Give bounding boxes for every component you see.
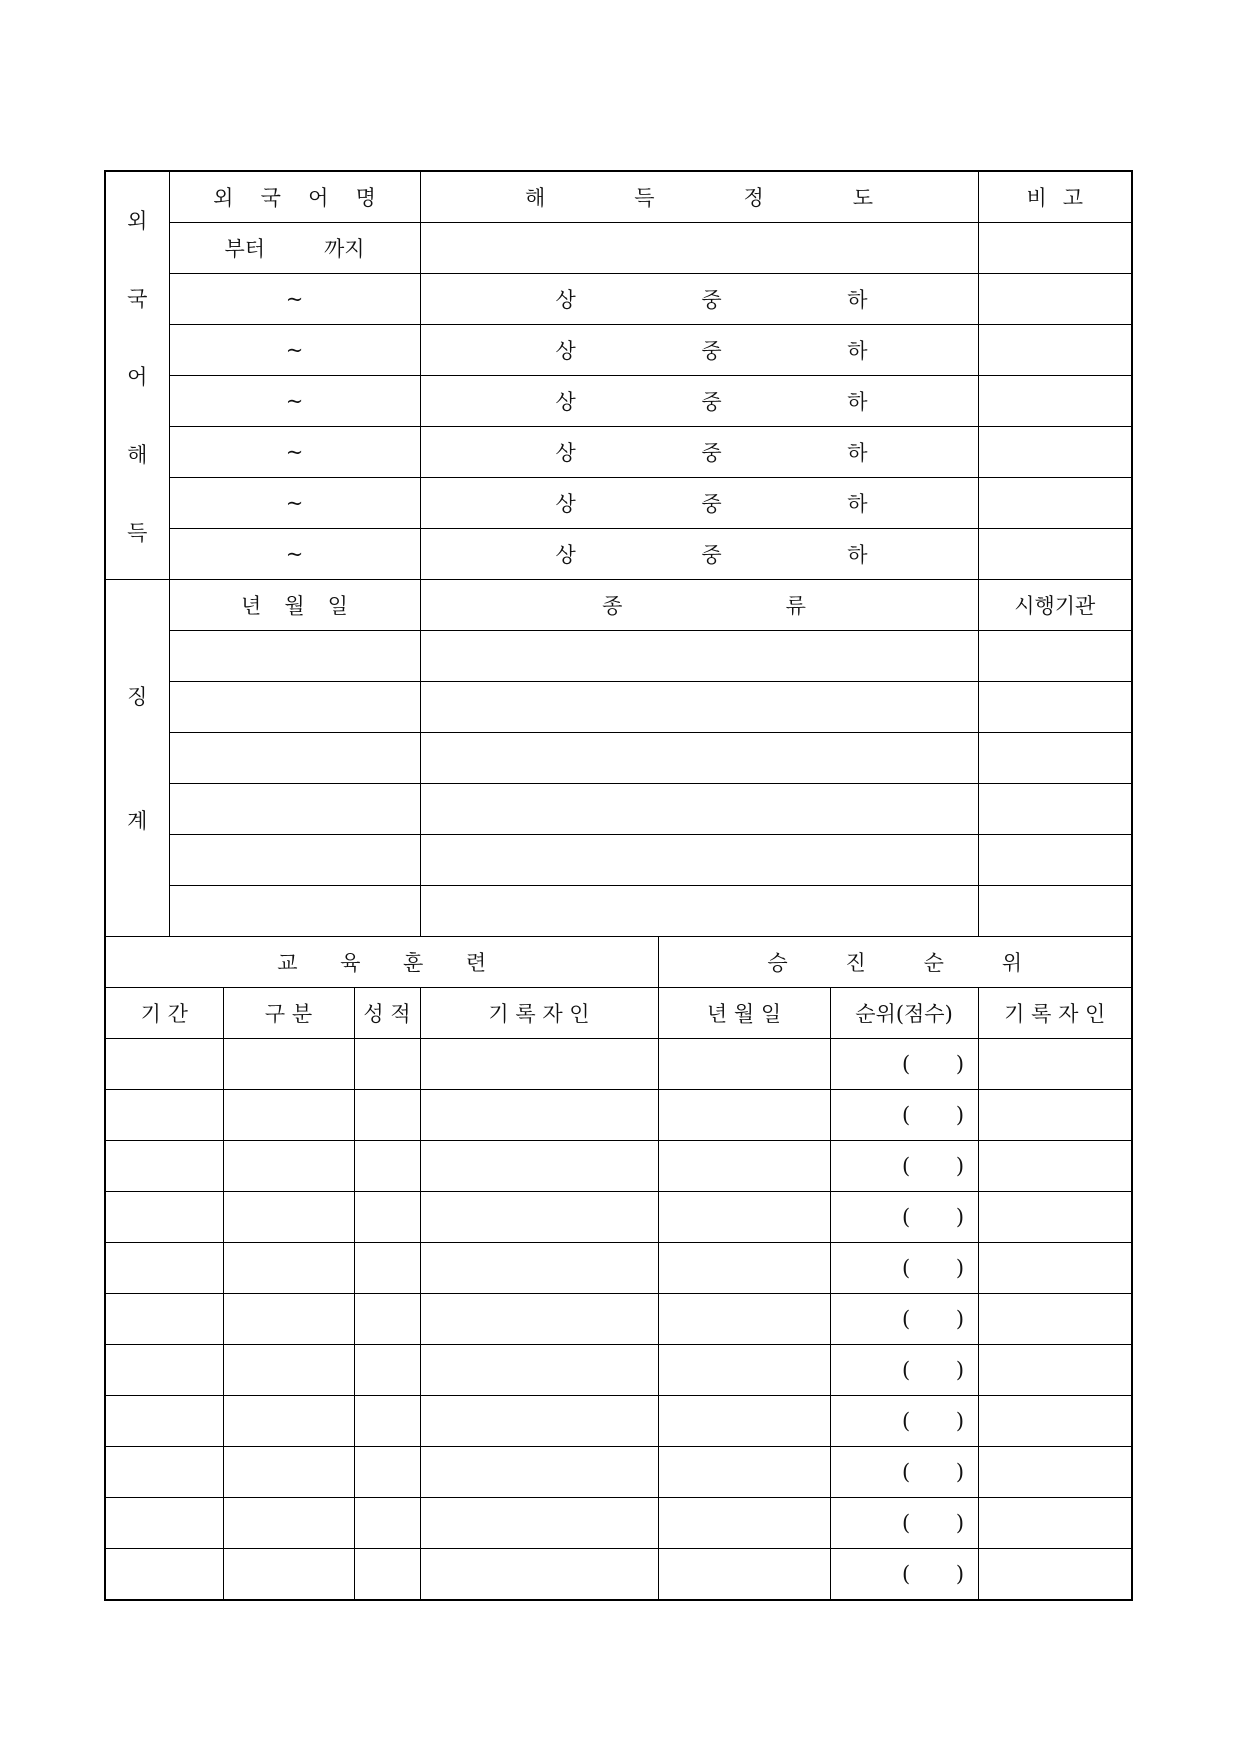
- close-paren: ): [955, 1154, 965, 1178]
- bottom-column-header-row: [105, 988, 1132, 1039]
- bottom-section-title-row: [105, 937, 1132, 988]
- open-paren: (: [902, 1460, 911, 1484]
- tilde-separator: ~: [285, 440, 304, 464]
- proficiency-level-header-char: 득: [634, 186, 655, 210]
- training-period-cell[interactable]: [105, 1039, 223, 1090]
- training-grade-cell[interactable]: [354, 1192, 420, 1243]
- training-grade-cell[interactable]: [354, 1345, 420, 1396]
- tilde-separator: ~: [285, 287, 304, 311]
- rank-parentheses: [902, 1256, 964, 1280]
- training-grade-cell[interactable]: [354, 1447, 420, 1498]
- open-paren: (: [902, 1511, 911, 1535]
- close-paren: ): [955, 1562, 965, 1586]
- discipline-row: [105, 835, 1132, 886]
- close-paren: ): [955, 1307, 965, 1331]
- promotion-rank-cell[interactable]: [830, 1090, 978, 1141]
- personnel-record-form: [104, 170, 1131, 1598]
- discipline-agency-cell[interactable]: [978, 733, 1132, 784]
- discipline-date-header-char: 월: [284, 594, 305, 618]
- proficiency-level-header-char: 해: [524, 186, 546, 210]
- promotion-date-cell[interactable]: [658, 1396, 830, 1447]
- language-period-cell[interactable]: [169, 325, 420, 376]
- education-training-title-char: 훈: [403, 951, 424, 975]
- training-recorder-seal-cell[interactable]: [420, 1192, 658, 1243]
- discipline-type-header-char: 종: [602, 594, 623, 618]
- training-period-cell[interactable]: [105, 1396, 223, 1447]
- training-period-cell[interactable]: [105, 1345, 223, 1396]
- promotion-date-cell[interactable]: [658, 1192, 830, 1243]
- discipline-type-cell[interactable]: [420, 733, 978, 784]
- promotion-recorder-seal-cell[interactable]: [978, 1396, 1132, 1447]
- training-grade-cell[interactable]: [354, 1141, 420, 1192]
- promotion-rank-title-char: 진: [845, 951, 866, 975]
- close-paren: ): [955, 1511, 965, 1535]
- training-category-cell[interactable]: [223, 1090, 354, 1141]
- language-period-cell[interactable]: [169, 376, 420, 427]
- level-option[interactable]: 중: [701, 390, 722, 414]
- discipline-date-header-char: 일: [327, 594, 348, 618]
- period-subheader: [169, 223, 420, 274]
- proficiency-level-cell[interactable]: [420, 427, 978, 478]
- open-paren: (: [902, 1154, 911, 1178]
- promotion-rank-cell[interactable]: [830, 1345, 978, 1396]
- training-recorder-seal-cell[interactable]: [420, 1243, 658, 1294]
- training-recorder-seal-cell[interactable]: [420, 1039, 658, 1090]
- note-cell[interactable]: [978, 478, 1132, 529]
- note-cell[interactable]: [978, 325, 1132, 376]
- section-label-char: 외: [127, 208, 148, 233]
- foreign-language-name-header-char: 명: [355, 186, 376, 210]
- open-paren: (: [902, 1409, 911, 1433]
- training-category-cell[interactable]: [223, 1345, 354, 1396]
- proficiency-level-cell[interactable]: [420, 325, 978, 376]
- promotion-date-cell[interactable]: [658, 1498, 830, 1549]
- proficiency-level-cell[interactable]: [420, 478, 978, 529]
- discipline-row: [105, 682, 1132, 733]
- rank-parentheses: [902, 1052, 964, 1076]
- foreign-language-name-header-char: 어: [308, 186, 329, 210]
- category-header: 구 분: [223, 988, 354, 1039]
- training-recorder-seal-cell[interactable]: [420, 1090, 658, 1141]
- training-recorder-seal-cell[interactable]: [420, 1498, 658, 1549]
- discipline-section-label: [105, 580, 169, 937]
- training-recorder-seal-cell[interactable]: [420, 1396, 658, 1447]
- section-label-char: 어: [127, 364, 148, 389]
- training-recorder-seal-cell[interactable]: [420, 1141, 658, 1192]
- promotion-rank-cell[interactable]: [830, 1447, 978, 1498]
- training-recorder-seal-cell[interactable]: [420, 1447, 658, 1498]
- training-category-cell[interactable]: [223, 1192, 354, 1243]
- education-training-title-char: 육: [340, 951, 361, 975]
- training-period-cell[interactable]: [105, 1243, 223, 1294]
- promotion-date-cell[interactable]: [658, 1294, 830, 1345]
- discipline-header-row: [105, 580, 1132, 631]
- discipline-date-cell[interactable]: [169, 784, 420, 835]
- training-promotion-row: [105, 1396, 1132, 1447]
- promotion-recorder-seal-header: 기 록 자 인: [978, 988, 1132, 1039]
- note-header: [978, 171, 1132, 223]
- level-option[interactable]: 상: [555, 441, 576, 465]
- rank-parentheses: [902, 1409, 964, 1433]
- training-period-cell[interactable]: [105, 1141, 223, 1192]
- foreign-language-name-header: [169, 171, 420, 223]
- promotion-date-cell[interactable]: [658, 1090, 830, 1141]
- period-header: 기 간: [105, 988, 223, 1039]
- level-option[interactable]: 하: [847, 288, 868, 312]
- training-promotion-row: [105, 1192, 1132, 1243]
- proficiency-level-cell[interactable]: [420, 529, 978, 580]
- discipline-agency-cell[interactable]: [978, 784, 1132, 835]
- discipline-type-header-char: 류: [785, 594, 806, 618]
- level-option[interactable]: 상: [555, 390, 576, 414]
- promotion-rank-cell[interactable]: [830, 1243, 978, 1294]
- discipline-agency-cell[interactable]: [978, 682, 1132, 733]
- training-grade-cell[interactable]: [354, 1396, 420, 1447]
- promotion-recorder-seal-cell[interactable]: [978, 1090, 1132, 1141]
- promotion-rank-title-char: 순: [923, 951, 944, 975]
- promotion-rank-title-char: 위: [1001, 951, 1023, 975]
- training-category-cell[interactable]: [223, 1141, 354, 1192]
- promotion-recorder-seal-cell[interactable]: [978, 1345, 1132, 1396]
- note-cell[interactable]: [978, 529, 1132, 580]
- promotion-recorder-seal-cell[interactable]: [978, 1294, 1132, 1345]
- training-grade-cell[interactable]: [354, 1294, 420, 1345]
- promotion-rank-cell[interactable]: [830, 1498, 978, 1549]
- open-paren: (: [902, 1205, 911, 1229]
- promotion-date-cell[interactable]: [658, 1243, 830, 1294]
- close-paren: ): [955, 1409, 965, 1433]
- discipline-date-cell[interactable]: [169, 835, 420, 886]
- proficiency-level-header: [420, 171, 978, 223]
- promotion-rank-cell[interactable]: [830, 1294, 978, 1345]
- discipline-row: [105, 784, 1132, 835]
- level-option[interactable]: 중: [701, 492, 722, 516]
- level-option[interactable]: 중: [701, 339, 722, 363]
- discipline-date-cell[interactable]: [169, 733, 420, 784]
- recorder-seal-header: 기 록 자 인: [420, 988, 658, 1039]
- proficiency-level-cell[interactable]: [420, 376, 978, 427]
- discipline-type-cell[interactable]: [420, 886, 978, 937]
- promotion-rank-title-char: 승: [767, 951, 788, 975]
- training-category-cell[interactable]: [223, 1243, 354, 1294]
- rank-parentheses: [902, 1205, 964, 1229]
- discipline-date-header-char: 년: [241, 594, 262, 618]
- discipline-agency-header: 시행기관: [978, 580, 1132, 631]
- rank-parentheses: [902, 1460, 964, 1484]
- training-period-cell[interactable]: [105, 1090, 223, 1141]
- foreign-language-row: [105, 478, 1132, 529]
- proficiency-level-cell[interactable]: [420, 274, 978, 325]
- tilde-separator: ~: [285, 389, 304, 413]
- open-paren: (: [902, 1103, 911, 1127]
- discipline-type-cell[interactable]: [420, 835, 978, 886]
- foreign-language-row: [105, 427, 1132, 478]
- record-table: [104, 170, 1133, 1601]
- tilde-separator: ~: [285, 338, 304, 362]
- training-category-cell[interactable]: [223, 1294, 354, 1345]
- language-period-cell[interactable]: [169, 478, 420, 529]
- section-label-char: 득: [127, 520, 148, 545]
- to-label: 까지: [323, 237, 365, 261]
- level-option[interactable]: 중: [701, 543, 722, 567]
- level-option[interactable]: 하: [847, 543, 868, 567]
- promotion-rank-cell[interactable]: [830, 1039, 978, 1090]
- promotion-recorder-seal-cell[interactable]: [978, 1447, 1132, 1498]
- discipline-type-cell[interactable]: [420, 631, 978, 682]
- training-promotion-row: [105, 1090, 1132, 1141]
- level-option[interactable]: 상: [555, 543, 576, 567]
- promotion-rank-cell[interactable]: [830, 1141, 978, 1192]
- training-grade-cell[interactable]: [354, 1039, 420, 1090]
- promotion-rank-title: [658, 937, 1132, 988]
- training-promotion-row: [105, 1447, 1132, 1498]
- promotion-rank-cell[interactable]: [830, 1549, 978, 1601]
- promotion-recorder-seal-cell[interactable]: [978, 1549, 1132, 1601]
- open-paren: (: [902, 1358, 911, 1382]
- language-period-cell[interactable]: [169, 427, 420, 478]
- level-subheader-blank: [420, 223, 978, 274]
- rank-parentheses: [902, 1154, 964, 1178]
- level-option[interactable]: 상: [555, 288, 576, 312]
- training-promotion-row: [105, 1498, 1132, 1549]
- foreign-language-row: [105, 274, 1132, 325]
- training-promotion-row: [105, 1141, 1132, 1192]
- rank-parentheses: [902, 1307, 964, 1331]
- education-training-title: [105, 937, 658, 988]
- training-recorder-seal-cell[interactable]: [420, 1345, 658, 1396]
- training-period-cell[interactable]: [105, 1294, 223, 1345]
- open-paren: (: [902, 1562, 911, 1586]
- rank-parentheses: [902, 1562, 964, 1586]
- foreign-language-name-header-char: 외: [213, 186, 234, 210]
- rank-parentheses: [902, 1511, 964, 1535]
- training-promotion-row: [105, 1294, 1132, 1345]
- proficiency-level-header-char: 정: [743, 186, 764, 210]
- training-promotion-row: [105, 1243, 1132, 1294]
- training-period-cell[interactable]: [105, 1447, 223, 1498]
- level-option[interactable]: 하: [847, 441, 868, 465]
- section-label-char: 해: [127, 442, 148, 467]
- close-paren: ): [955, 1460, 965, 1484]
- promotion-recorder-seal-cell[interactable]: [978, 1192, 1132, 1243]
- training-grade-cell[interactable]: [354, 1243, 420, 1294]
- level-option[interactable]: 중: [701, 288, 722, 312]
- note-cell[interactable]: [978, 274, 1132, 325]
- foreign-language-row: [105, 529, 1132, 580]
- level-option[interactable]: 상: [555, 339, 576, 363]
- training-recorder-seal-cell[interactable]: [420, 1549, 658, 1601]
- training-category-cell[interactable]: [223, 1498, 354, 1549]
- open-paren: (: [902, 1052, 911, 1076]
- foreign-language-row: [105, 376, 1132, 427]
- from-label: 부터: [224, 237, 266, 261]
- level-option[interactable]: 중: [701, 441, 722, 465]
- training-recorder-seal-cell[interactable]: [420, 1294, 658, 1345]
- foreign-language-row: [105, 325, 1132, 376]
- promotion-recorder-seal-cell[interactable]: [978, 1141, 1132, 1192]
- promotion-recorder-seal-cell[interactable]: [978, 1243, 1132, 1294]
- rank-parentheses: [902, 1358, 964, 1382]
- training-grade-cell[interactable]: [354, 1090, 420, 1141]
- rank-score-header: 순위(점수): [830, 988, 978, 1039]
- promotion-recorder-seal-cell[interactable]: [978, 1498, 1132, 1549]
- promotion-date-header: 년 월 일: [658, 988, 830, 1039]
- close-paren: ): [955, 1358, 965, 1382]
- open-paren: (: [902, 1307, 911, 1331]
- discipline-type-cell[interactable]: [420, 682, 978, 733]
- education-training-title-char: 련: [465, 951, 487, 975]
- promotion-date-cell[interactable]: [658, 1039, 830, 1090]
- discipline-date-cell[interactable]: [169, 886, 420, 937]
- discipline-agency-cell[interactable]: [978, 886, 1132, 937]
- language-period-cell[interactable]: [169, 274, 420, 325]
- training-promotion-row: [105, 1039, 1132, 1090]
- training-promotion-row: [105, 1345, 1132, 1396]
- close-paren: ): [955, 1256, 965, 1280]
- foreign-language-section-label: [105, 171, 169, 580]
- training-promotion-row: [105, 1549, 1132, 1601]
- discipline-row: [105, 631, 1132, 682]
- open-paren: (: [902, 1256, 911, 1280]
- promotion-rank-cell[interactable]: [830, 1192, 978, 1243]
- discipline-type-cell[interactable]: [420, 784, 978, 835]
- note-header-char: 비: [1026, 186, 1047, 210]
- training-period-cell[interactable]: [105, 1549, 223, 1601]
- close-paren: ): [955, 1103, 965, 1127]
- proficiency-level-header-char: 도: [852, 186, 874, 210]
- training-category-cell[interactable]: [223, 1549, 354, 1601]
- discipline-row: [105, 733, 1132, 784]
- promotion-date-cell[interactable]: [658, 1549, 830, 1601]
- close-paren: ): [955, 1205, 965, 1229]
- promotion-date-cell[interactable]: [658, 1345, 830, 1396]
- training-grade-cell[interactable]: [354, 1498, 420, 1549]
- education-training-title-char: 교: [277, 951, 298, 975]
- section-label-char: 징: [127, 685, 148, 710]
- close-paren: ): [955, 1052, 965, 1076]
- discipline-date-cell[interactable]: [169, 682, 420, 733]
- training-category-cell[interactable]: [223, 1039, 354, 1090]
- discipline-date-cell[interactable]: [169, 631, 420, 682]
- tilde-separator: ~: [285, 542, 304, 566]
- rank-parentheses: [902, 1103, 964, 1127]
- promotion-rank-cell[interactable]: [830, 1396, 978, 1447]
- level-option[interactable]: 하: [847, 339, 868, 363]
- promotion-recorder-seal-cell[interactable]: [978, 1039, 1132, 1090]
- discipline-agency-cell[interactable]: [978, 631, 1132, 682]
- level-option[interactable]: 하: [847, 390, 868, 414]
- note-header-char: 고: [1062, 186, 1084, 210]
- grade-header: 성 적: [354, 988, 420, 1039]
- section-label-char: 계: [127, 808, 148, 833]
- note-cell[interactable]: [978, 376, 1132, 427]
- training-category-cell[interactable]: [223, 1447, 354, 1498]
- training-grade-cell[interactable]: [354, 1549, 420, 1601]
- training-period-cell[interactable]: [105, 1192, 223, 1243]
- foreign-language-name-header-char: 국: [260, 186, 281, 210]
- promotion-date-cell[interactable]: [658, 1141, 830, 1192]
- training-category-cell[interactable]: [223, 1396, 354, 1447]
- training-period-cell[interactable]: [105, 1498, 223, 1549]
- level-option[interactable]: 하: [847, 492, 868, 516]
- discipline-agency-cell[interactable]: [978, 835, 1132, 886]
- tilde-separator: ~: [285, 491, 304, 515]
- section-label-char: 국: [127, 286, 148, 311]
- discipline-row: [105, 886, 1132, 937]
- language-period-cell[interactable]: [169, 529, 420, 580]
- level-option[interactable]: 상: [555, 492, 576, 516]
- discipline-date-header: [169, 580, 420, 631]
- discipline-type-header: [420, 580, 978, 631]
- note-cell[interactable]: [978, 427, 1132, 478]
- note-subheader-blank: [978, 223, 1132, 274]
- promotion-date-cell[interactable]: [658, 1447, 830, 1498]
